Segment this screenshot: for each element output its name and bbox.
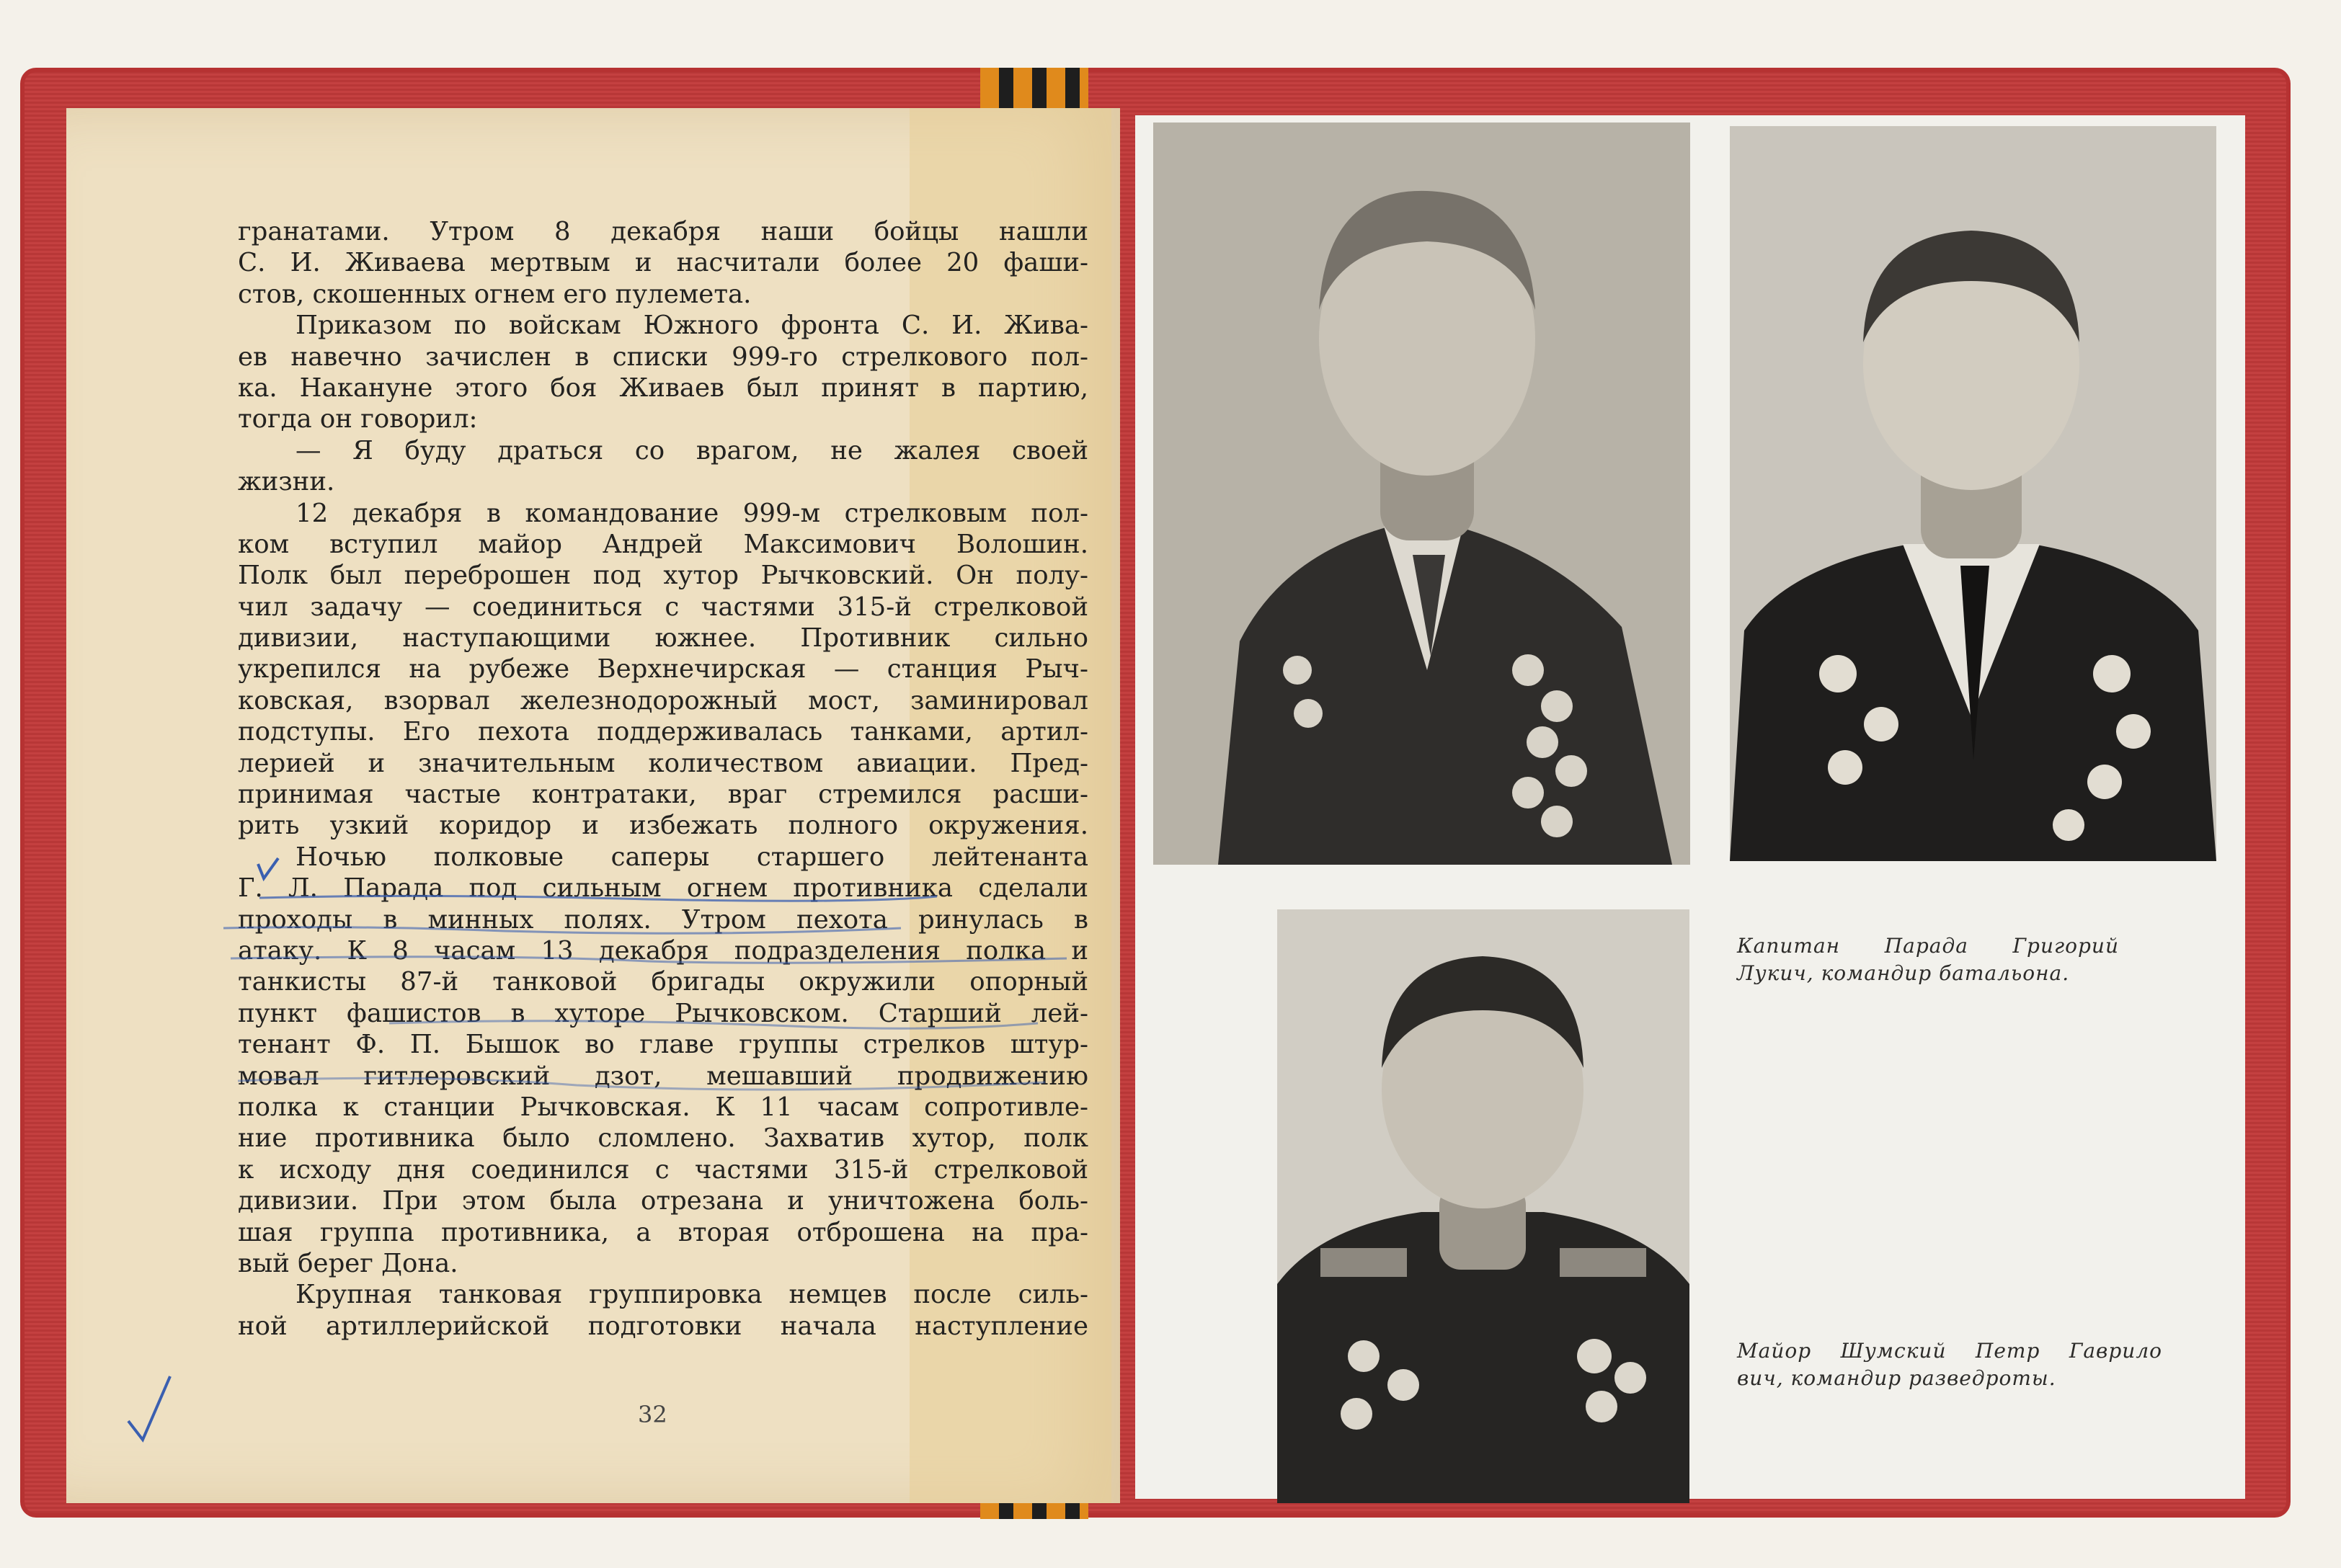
portrait-photo: [1153, 122, 1690, 865]
text-line: Г. Л. Парада под сильным огнем противника сделали: [238, 873, 1088, 904]
pen-underline: [231, 957, 1067, 963]
portrait-photo: [1277, 909, 1689, 1503]
text-line: к исходу дня соединился с частями 315-й стрелковой: [238, 1154, 1088, 1185]
text-line: Ночью полковые саперы старшего лейтенанта: [296, 842, 1088, 872]
text-line: рить узкий коридор и избежать полного окружения.: [238, 811, 1088, 841]
text-line: дивизии, наступающими южнее. Противник сильно: [238, 623, 1088, 654]
text-line: Приказом по войскам Южного фронта С. И. Жива-: [296, 311, 1088, 341]
text-line: ной артиллерийской подготовки начала наступление: [238, 1311, 1088, 1341]
portrait-veteran-3: [1277, 909, 1689, 1503]
text-line: — Я буду драться со врагом, не жалея своей: [296, 435, 1088, 466]
text-line: Крупная танковая группировка немцев после силь-: [296, 1280, 1088, 1310]
page-number: 32: [638, 1401, 667, 1428]
text-line: стов, скошенных огнем его пулемета.: [238, 279, 752, 309]
pen-underline: [389, 1021, 1038, 1028]
pen-checkmark: [252, 854, 288, 890]
caption-parada: [1737, 932, 2119, 987]
caption-line: Капитан Парада Григорий: [1737, 934, 2119, 958]
caption-line: вич, командир разведроты.: [1737, 1366, 2056, 1390]
text-line: лерией и значительным количеством авиации. Пред-: [238, 748, 1088, 778]
text-line: С. И. Живаева мертвым и насчитали более 20 фаши-: [238, 248, 1088, 278]
text-line: ка. Накануне этого боя Живаев был принят в партию,: [238, 373, 1088, 403]
text-line: 12 декабря в командование 999-м стрелковым пол-: [296, 498, 1088, 528]
pen-checkmark-margin: [123, 1369, 180, 1448]
text-line: принимая частые контратаки, враг стремился расши-: [238, 780, 1088, 810]
text-line: полка к станции Рычковская. К 11 часам сопротивле-: [238, 1092, 1088, 1122]
text-line: мовал гитлеровский дзот, мешавший продвижению: [238, 1061, 1088, 1091]
pen-underlines: [216, 872, 1081, 1131]
text-line: вый берег Дона.: [238, 1248, 458, 1278]
text-line: дивизии. При этом была отрезана и уничтожена боль-: [238, 1186, 1088, 1216]
caption-shumsky: [1737, 1337, 2162, 1392]
text-line: атаку. К 8 часам 13 декабря подразделения полка и: [238, 935, 1088, 966]
text-line: ком вступил майор Андрей Максимович Волошин.: [238, 529, 1088, 559]
portrait-photo: [1730, 126, 2216, 861]
portrait-veteran-2: [1730, 126, 2216, 861]
portrait-veteran-1: [1153, 122, 1690, 865]
pen-underline: [238, 1078, 1045, 1090]
text-line: проходы в минных полях. Утром пехота ринулась в: [238, 904, 1088, 935]
text-line: чил задачу — соединиться с частями 315-й стрелковой: [238, 592, 1088, 622]
text-line: шая группа противника, а вторая отброшена на пра-: [238, 1217, 1088, 1247]
text-line: укрепился на рубеже Верхнечирская — станция Рыч-: [238, 654, 1088, 685]
text-line: пункт фашистов в хуторе Рычковском. Старший лей-: [238, 998, 1088, 1028]
text-line: гранатами. Утром 8 декабря наши бойцы нашли: [238, 217, 1088, 246]
text-line: ковская, взорвал железнодорожный мост, заминировал: [238, 685, 1088, 716]
pen-underline: [223, 927, 901, 934]
caption-line: Лукич, командир батальона.: [1737, 961, 2070, 985]
text-line: ние противника было сломлено. Захватив хутор, полк: [238, 1123, 1088, 1154]
body-text: [238, 216, 1088, 1342]
text-line: подступы. Его пехота поддерживалась танками, артил-: [238, 717, 1088, 747]
text-line: тенант Ф. П. Бышок во главе группы стрелков штур-: [238, 1030, 1088, 1060]
text-line: ев навечно зачислен в списки 999-го стрелкового пол-: [238, 342, 1088, 372]
text-line: тогда он говорил:: [238, 404, 478, 435]
text-line: танкисты 87-й танковой бригады окружили опорный: [238, 967, 1088, 997]
caption-line: Майор Шумский Петр Гаврило: [1737, 1339, 2162, 1363]
pen-underline: [259, 896, 937, 901]
text-line: жизни.: [238, 467, 335, 497]
text-line: Полк был переброшен под хутор Рычковский. Он полу-: [238, 561, 1088, 591]
